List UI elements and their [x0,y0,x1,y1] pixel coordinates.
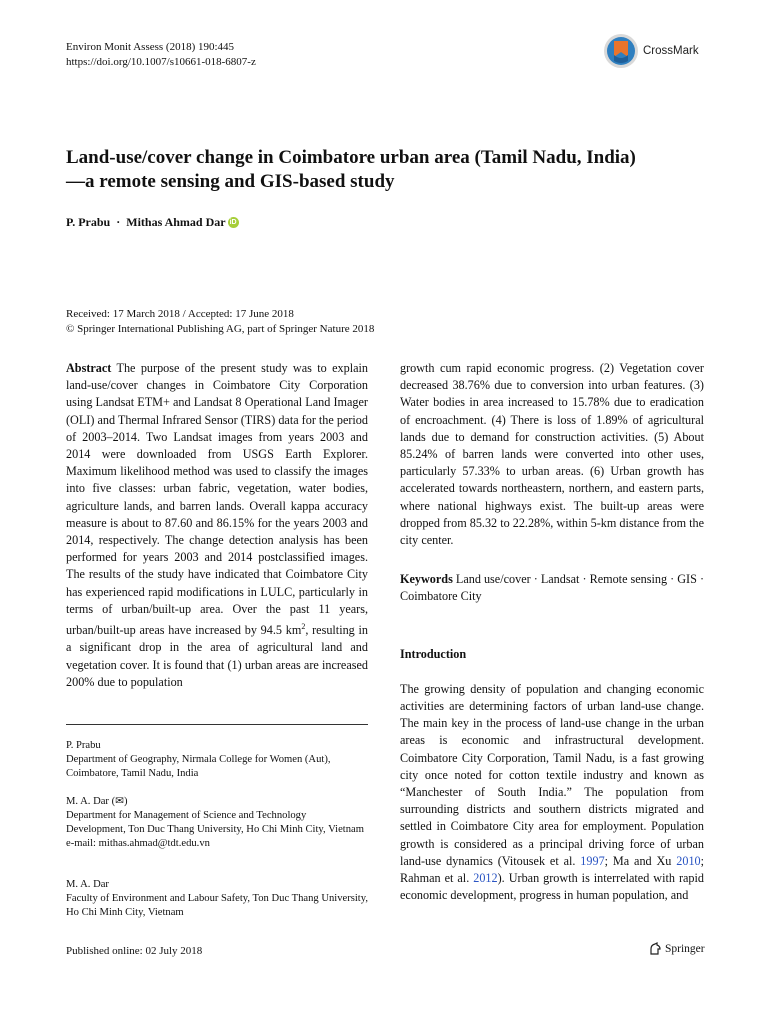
affiliation-block [66,878,368,920]
journal-header [66,40,256,70]
crossmark-label: CrossMark [643,45,699,57]
intro-text: ; Ma and Xu [604,853,677,868]
affiliation-name: P. Prabu [66,740,101,751]
springer-logo [648,942,705,956]
journal-citation: Environ Monit Assess (2018) 190:445 [66,41,235,53]
affiliation-address: Department for Management of Science and Technology Development, Ton Duc Thang University, Ho Chi Minh City, Vietnam [66,810,364,835]
abstract-heading: Abstract [66,361,112,375]
affiliation-block [66,739,368,781]
orcid-icon[interactable]: iD [229,219,237,226]
abstract-text: The purpose of the present study was to explain land-use/cover changes in Coimbatore City Corporation using Landsat ETM+ and Landsat 8 Operational Land Imager (OLI) and Thermal Infrared Sensor (TIRS) data for the period of 2003–2014. Two Landsat images from years 2003 and 2014 were downloaded from USGS Earth Explorer. Maximum likelihood method was used to classify the images into five classes: urban fabric, vegetation, water bodies, agriculture lands, and barren lands. Overall kappa accuracy measure is about to 87.60 and 86.15% for the years 2003 and 2014, respectively. The change detection analysis has been performed for years 2003 and 2014 postclassified images. The results of the study have indicated that Coimbatore City has experienced rapid modifications in LULC, particularly in terms of urban/built-up area. Over the past 11 years, urban/built-up areas have increased by 94.5 km [66,361,368,638]
author-separator: · [116,215,121,229]
affiliation-name: M. A. Dar [66,879,109,890]
affiliation-block [66,795,368,851]
abstract-left-column [66,360,368,691]
abstract-paragraph [66,360,368,691]
abstract-text: , resulting in a significant drop in the area of agricultural land and vegetation cover. It is found that (1) urban areas are increased 200% due to population [66,623,368,689]
introduction-paragraph [400,681,704,905]
author-name: Mithas Ahmad Dar [126,215,226,229]
introduction-heading: Introduction [400,646,467,661]
superscript: 2 [301,622,306,632]
article-title: Land-use/cover change in Coimbatore urban area (Tamil Nadu, India)—a remote sensing and GIS-based study [66,147,636,192]
citation-link[interactable]: 2012 [473,871,498,886]
author-list [66,215,239,230]
right-column [400,360,704,904]
doi-link[interactable]: https://doi.org/10.1007/s10661-018-6807-z [66,56,256,68]
citation-link[interactable]: 1997 [580,853,605,868]
keywords-paragraph [400,571,704,605]
crossmark-icon [603,33,639,69]
published-date: Published online: 02 July 2018 [66,945,203,957]
affiliation-name: M. A. Dar (✉) [66,796,128,807]
affiliation-address: Department of Geography, Nirmala College for Women (Aut), Coimbatore, Tamil Nadu, India [66,754,331,779]
copyright-notice: © Springer International Publishing AG, part of Springer Nature 2018 [66,323,375,335]
abstract-continued: growth cum rapid economic progress. (2) Vegetation cover decreased 38.76% due to conversion into urban features. (3) Water bodies in area increased to 15.78% due to eradication of encroachment. (4) There is loss of 1.89% of agricultural lands due to demand for construction activities. (5) About 85.24% of barren lands were converted into other uses, particularly 57.33% to urban areas. (6) Urban growth has accelerated towards northeastern, northern, and eastern parts, where national highways exist. The built-up areas were dropped from 85.32 to 22.28%, within 5-km distance from the city center. [400,361,704,548]
article-dates [66,307,374,337]
footnote-divider [66,724,368,725]
springer-horse-icon [648,942,662,956]
author-email[interactable]: e-mail: mithas.ahmad@tdt.edu.vn [66,838,210,849]
keywords-heading: Keywords [400,572,453,587]
affiliation-address: Faculty of Environment and Labour Safety, Ton Duc Thang University, Ho Chi Minh City, Vietnam [66,893,368,918]
crossmark-badge[interactable] [603,33,699,69]
intro-text: ). Urban growth is interrelated with rapid economic development, progress in human population, and [400,871,704,903]
keywords-text: Land use/cover · Landsat · Remote sensing · GIS · Coimbatore City [400,572,704,604]
publisher-name: Springer [665,943,705,955]
intro-text: The growing density of population and changing economic activities are determining factors of urban land-use change. The main key in the process of land-use change in the urban areas is economic and infrastructural development. Coimbatore City Corporation, Tamil Nadu, is a fast growing city once noted for cotton textile industry and known as “Manchester of South India.” The population from surrounding districts and southern districts migrated and settled in Coimbatore City area for employment. Population growth is considered as a principal driving force of urban land-use dynamics (Vitousek et al. [400,681,704,868]
citation-link[interactable]: 2010 [676,853,701,868]
received-accepted: Received: 17 March 2018 / Accepted: 17 June 2018 [66,308,294,320]
author-name: P. Prabu [66,215,111,229]
intro-text: ; Rahman et al. [400,853,705,886]
